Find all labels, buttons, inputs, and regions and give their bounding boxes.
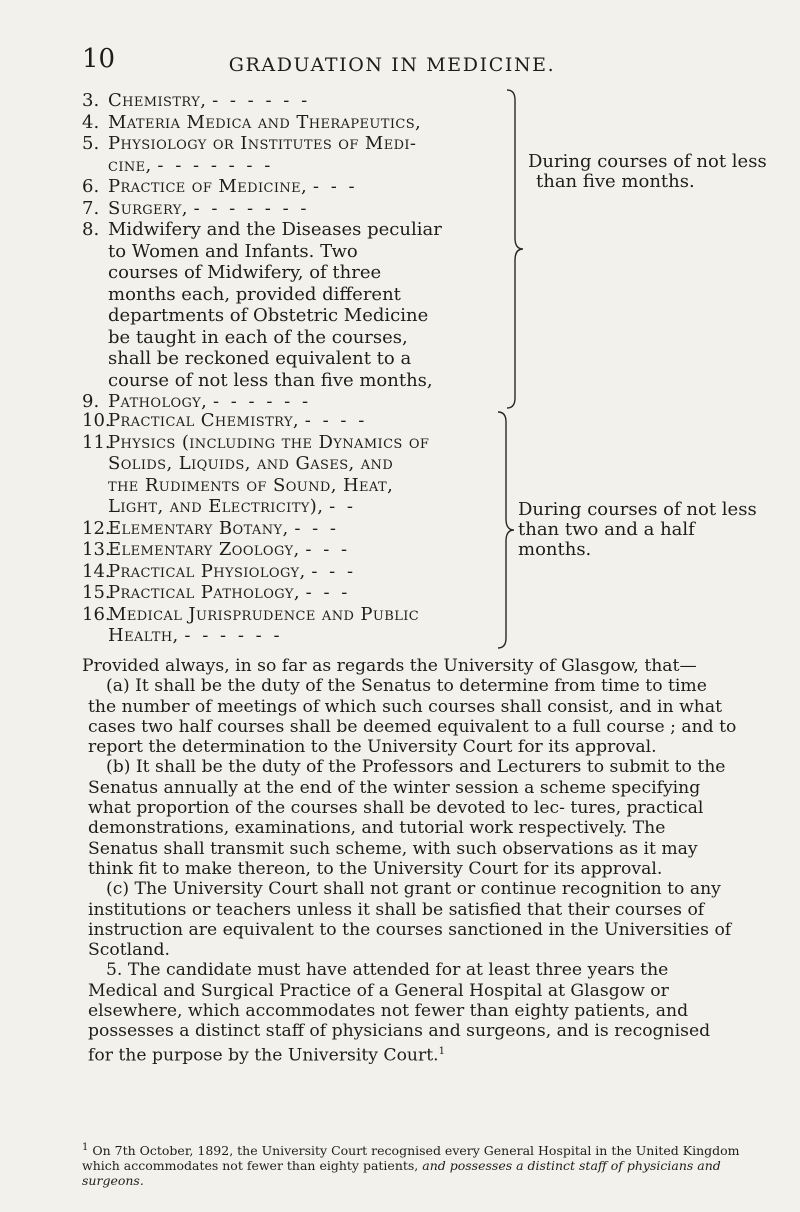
running-title: GRADUATION IN MEDICINE. [228,54,556,76]
list-item: course of not less than five months, [108,369,433,391]
list-item: 16. Medical Jurisprudence and Public [82,603,420,625]
brace-group-2 [496,410,516,650]
list-item: 5. Physiology or Institutes of Medi- [82,133,417,154]
list-item: the Rudiments of Sound, Heat, [108,474,394,496]
page-number: 10 [82,44,116,74]
page-header [82,44,702,84]
list-item: months each, provided different [108,283,401,305]
list-item: 8. Midwifery and the Diseases peculiar [82,219,442,240]
list-item: 7. Surgery, - - - - - - - [82,197,310,219]
subject-group-2 [82,410,552,647]
list-item: 14. Practical Physiology, - - - [82,560,357,582]
list-item: to Women and Infants. Two [108,240,358,262]
list-item: 10. Practical Chemistry, - - - - [82,410,368,431]
list-item: Health, - - - - - - [108,625,283,646]
footnote-marker: 1 [438,1045,445,1057]
subject-group-1 [82,90,552,413]
list-item: 12. Elementary Botany, - - - [82,517,340,539]
paragraph-5: 5. The candidate must have attended for at least three years the Medical and Surgical Practice of a General Hospital at Glasgow or elsewhere, which accommodates not fewer than eighty patients, and possesses a distinct staff of physicians and surgeons, and is recognised for the purpose by the University Court.$^1$ [88,960,711,1066]
group-1-note: During courses of not less than five months. [528,151,767,192]
list-item: 6. Practice of Medicine, - - - [82,176,358,197]
body-text [82,656,740,1066]
list-item: 4. Materia Medica and Therapeutics, [82,111,422,133]
list-item: 13. Elementary Zoology, - - - [82,539,351,560]
list-item: 11. Physics (including the Dynamics of [82,431,430,453]
clause-b: (b) It shall be the duty of the Professors and Lecturers to submit to the Senatus annually at the end of the winter session a scheme specifying what proportion of the courses shall be devoted to lec- tures, practical demonstrations, examinations, and tutorial work respectively. The Senatus shall transmit such scheme, with such observations as it may think fit to make thereon, to the University Court for its approval. [88,757,726,879]
provided-clause: Provided always, in so far as regards the University of Glasgow, that— [82,656,697,676]
list-item: shall be reckoned equivalent to a [108,348,412,369]
list-item: Solids, Liquids, and Gases, and [108,453,394,474]
list-item: Light, and Electricity), - - [108,496,356,517]
list-item: cine, - - - - - - - [108,154,274,176]
list-item: 3. Chemistry, - - - - - - [82,90,311,111]
list-item: 15. Practical Pathology, - - - [82,582,351,603]
list-item: courses of Midwifery, of three [108,262,382,283]
brace-group-1 [505,88,525,410]
clause-c: (c) The University Court shall not grant or continue recognition to any institutions or teachers unless it shall be satisfied that their courses of instruction are equivalent to the courses sanctioned in the Universities of Scotland. [88,879,732,961]
footnote: $^1$ On 7th October, 1892, the University Court recognised every General Hospital in the United Kingdom which accommodates not fewer than eighty patients, and possesses a distinct staff of physicians and surgeons. [82,1142,740,1189]
list-item: be taught in each of the courses, [108,326,408,348]
list-item: departments of Obstetric Medicine [108,305,429,326]
clause-a: (a) It shall be the duty of the Senatus to determine from time to time the number of meetings of which such courses shall consist, and in what cases two half courses shall be deemed equivalent to a full course ; and to report the determination to the University Court for its approval. [88,676,737,758]
group-2-note: During courses of not less than two and a half months. [518,499,757,560]
list-item: 9. Pathology, - - - - - - [82,391,312,412]
